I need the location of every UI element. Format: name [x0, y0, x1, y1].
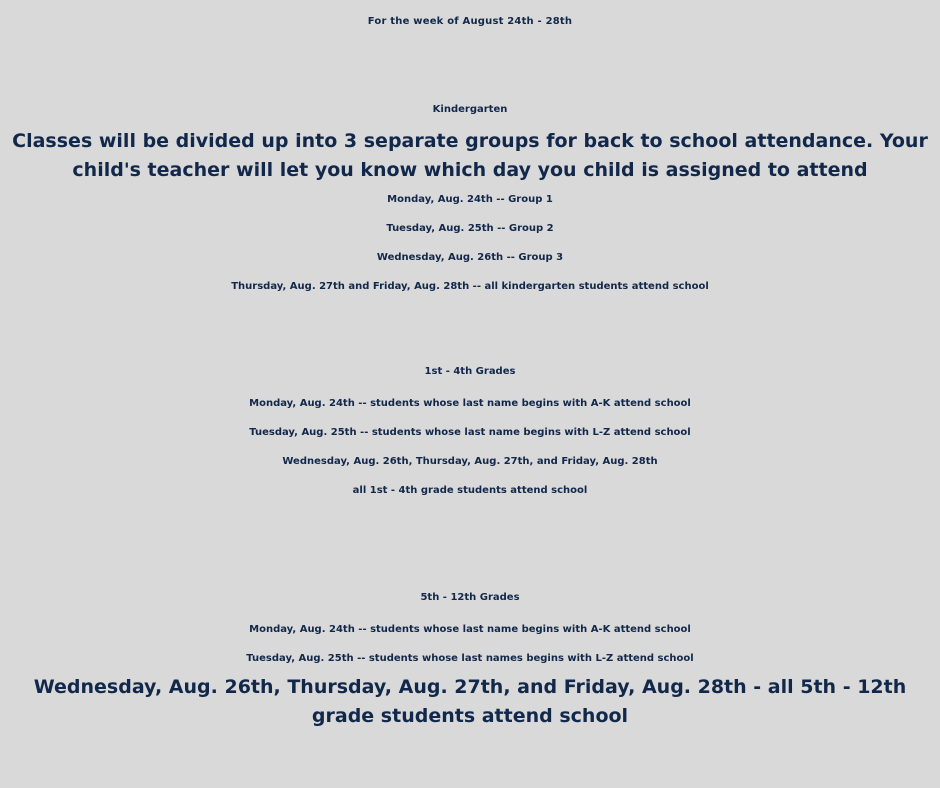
- schedule-line: Monday, Aug. 24th -- students whose last name begins with A-K attend school: [249, 398, 691, 409]
- section-heading: 1st - 4th Grades: [424, 366, 516, 377]
- section-heading: Kindergarten: [432, 104, 508, 115]
- schedule-line: Monday, Aug. 24th -- students whose last name begins with A-K attend school: [249, 624, 691, 635]
- grades-1-4-section: [0, 355, 940, 505]
- schedule-line: Monday, Aug. 24th -- Group 1: [387, 194, 553, 205]
- schedule-line: all 1st - 4th grade students attend school: [352, 485, 588, 496]
- schedule-line: Tuesday, Aug. 25th -- students whose last name begins with L-Z attend school: [249, 427, 691, 438]
- page-title: For the week of August 24th - 28th: [367, 16, 573, 27]
- kindergarten-section: [0, 93, 940, 301]
- schedule-line: Tuesday, Aug. 25th -- students whose last names begins with L-Z attend school: [246, 653, 694, 664]
- schedule-line: Wednesday, Aug. 26th, Thursday, Aug. 27th, and Friday, Aug. 28th: [282, 456, 658, 467]
- schedule-line: Tuesday, Aug. 25th -- Group 2: [386, 223, 554, 234]
- schedule-line: Wednesday, Aug. 26th, Thursday, Aug. 27th, and Friday, Aug. 28th - all 5th - 12th grade students attend school: [33, 676, 907, 727]
- schedule-line: Wednesday, Aug. 26th -- Group 3: [376, 252, 564, 263]
- schedule-line: Thursday, Aug. 27th and Friday, Aug. 28th -- all kindergarten students attend school: [231, 281, 709, 292]
- schedule-line: Classes will be divided up into 3 separate groups for back to school attendance. Your child's teacher will let you know which day you child is assigned to attend: [12, 130, 928, 181]
- grades-5-12-section: [0, 581, 940, 731]
- section-heading: 5th - 12th Grades: [420, 592, 520, 603]
